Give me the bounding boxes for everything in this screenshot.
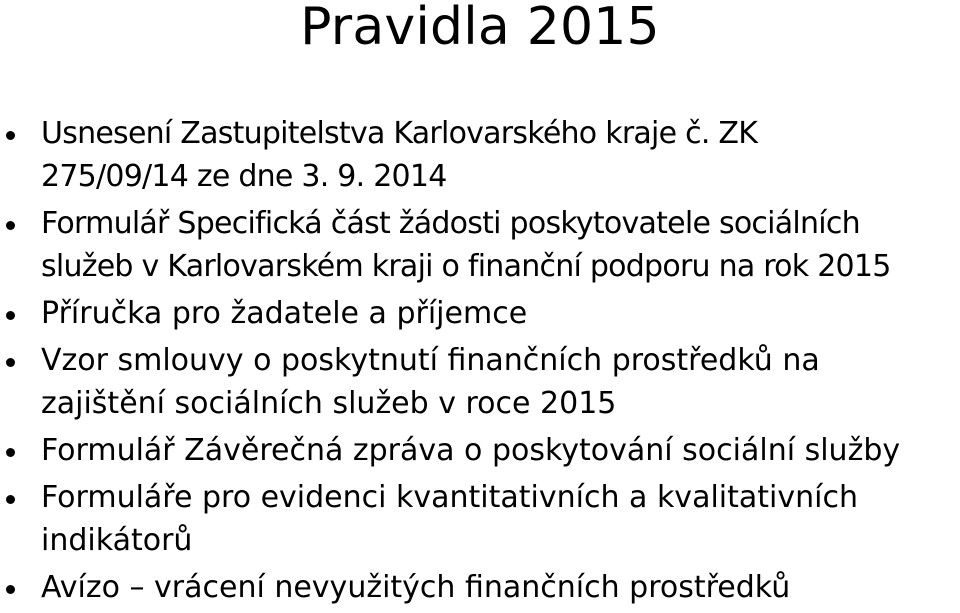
bullet-text-line-2: indikátorů bbox=[41, 523, 193, 558]
list-item bbox=[0, 566, 960, 609]
bullet-text-line-1: Příručka pro žadatele a příjemce bbox=[41, 296, 528, 331]
list-item bbox=[0, 292, 960, 335]
bullet-text-line-2: služeb v Karlovarském kraji o finanční podporu na rok 2015 bbox=[41, 249, 891, 284]
bullet-list bbox=[0, 112, 960, 613]
bullet-icon bbox=[6, 221, 15, 230]
list-item bbox=[0, 112, 960, 198]
list-item bbox=[0, 339, 960, 425]
list-item bbox=[0, 476, 960, 562]
bullet-text-line-1: Formuláře pro evidenci kvantitativních a kvalitativních bbox=[41, 480, 858, 515]
bullet-icon bbox=[6, 131, 15, 140]
bullet-text-line-1: Formulář Specifická část žádosti poskytovatele sociálních bbox=[41, 206, 860, 241]
slide-title: Pravidla 2015 bbox=[300, 0, 660, 57]
bullet-text-line-2: zajištění sociálních služeb v roce 2015 bbox=[41, 386, 617, 421]
bullet-text-line-1: Formulář Závěrečná zpráva o poskytování sociální služby bbox=[41, 433, 901, 468]
bullet-text-line-2: 275/09/14 ze dne 3. 9. 2014 bbox=[41, 159, 447, 194]
bullet-text-line-1: Vzor smlouvy o poskytnutí finančních prostředků na bbox=[41, 343, 820, 378]
list-item bbox=[0, 429, 960, 472]
bullet-icon bbox=[6, 311, 15, 320]
bullet-icon bbox=[6, 448, 15, 457]
bullet-icon bbox=[6, 358, 15, 367]
bullet-icon bbox=[6, 585, 15, 594]
bullet-icon bbox=[6, 495, 15, 504]
bullet-text-line-1: Avízo – vrácení nevyužitých finančních prostředků bbox=[41, 570, 791, 605]
bullet-text-line-1: Usnesení Zastupitelstva Karlovarského kraje č. ZK bbox=[41, 116, 758, 151]
list-item bbox=[0, 202, 960, 288]
